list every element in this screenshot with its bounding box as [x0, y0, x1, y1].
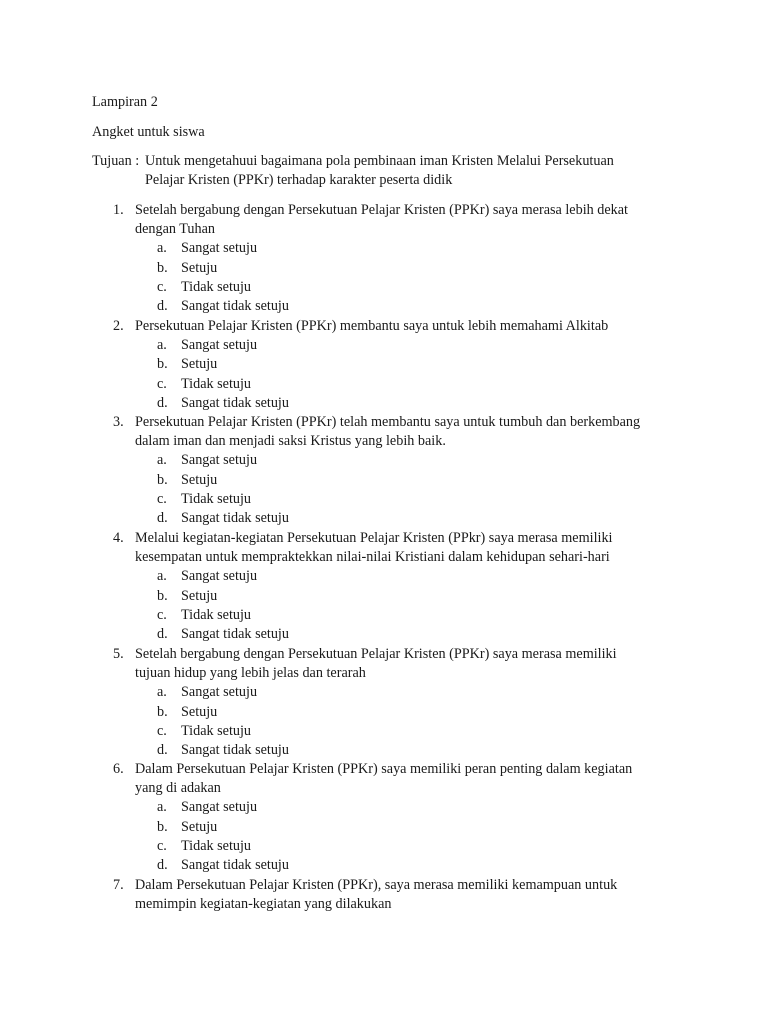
- option-letter: c.: [157, 278, 167, 295]
- option-letter: a.: [157, 452, 167, 469]
- option-letter: d.: [157, 742, 168, 758]
- option-text: Setuju: [181, 471, 218, 488]
- option-text: Sangat tidak setuju: [181, 626, 289, 642]
- option-letter: a.: [157, 240, 167, 257]
- question-number: 5.: [113, 646, 124, 662]
- question-text: Setelah bergabung dengan Persekutuan Pelajar Kristen (PPKr) saya merasa memiliki: [135, 646, 617, 662]
- purpose-label: Tujuan :: [92, 153, 140, 169]
- option-letter: b.: [157, 587, 168, 604]
- option-letter: b.: [157, 818, 168, 835]
- option-letter: d.: [157, 298, 168, 314]
- option-text: Tidak setuju: [181, 606, 252, 623]
- option-text: Sangat setuju: [181, 568, 258, 585]
- option-text: Sangat setuju: [181, 240, 258, 257]
- option-text: Tidak setuju: [181, 490, 252, 507]
- option-letter: c.: [157, 606, 167, 623]
- option-text: Sangat setuju: [181, 799, 258, 816]
- option-letter: a.: [157, 337, 167, 354]
- purpose-text-line2: Pelajar Kristen (PPKr) terhadap karakter peserta didik: [145, 172, 453, 188]
- question-text: kesempatan untuk mempraktekkan nilai-nilai Kristiani dalam kehidupan sehari-hari: [135, 549, 610, 566]
- question-number: 3.: [113, 414, 124, 430]
- option-text: Setuju: [181, 703, 218, 720]
- option-letter: d.: [157, 394, 168, 411]
- option-text: Sangat tidak setuju: [181, 394, 289, 411]
- option-text: Setuju: [181, 818, 218, 835]
- purpose-text-line1: Untuk mengetahuui bagaimana pola pembinaan iman Kristen Melalui Persekutuan: [145, 153, 614, 169]
- option-letter: b.: [157, 356, 168, 373]
- question-number: 7.: [113, 877, 124, 893]
- question-number: 1.: [113, 202, 124, 218]
- option-text: Tidak setuju: [181, 722, 252, 739]
- option-text: Setuju: [181, 356, 218, 373]
- option-letter: b.: [157, 471, 168, 488]
- option-letter: c.: [157, 722, 167, 739]
- question-text: dengan Tuhan: [135, 221, 216, 238]
- question-text: Dalam Persekutuan Pelajar Kristen (PPKr), saya merasa memiliki kemampuan untuk: [135, 877, 618, 893]
- question-number: 4.: [113, 530, 124, 546]
- option-text: Setuju: [181, 259, 218, 276]
- appendix-label: Lampiran 2: [92, 94, 158, 110]
- option-text: Sangat tidak setuju: [181, 298, 289, 314]
- question-text: memimpin kegiatan-kegiatan yang dilakukan: [135, 896, 392, 913]
- option-letter: d.: [157, 626, 168, 642]
- option-letter: d.: [157, 857, 168, 873]
- option-letter: b.: [157, 259, 168, 276]
- option-text: Tidak setuju: [181, 278, 252, 295]
- question-text: Persekutuan Pelajar Kristen (PPKr) membantu saya untuk lebih memahami Alkitab: [135, 318, 609, 334]
- document-title: Angket untuk siswa: [92, 124, 205, 140]
- question-text: yang di adakan: [135, 780, 221, 797]
- question-text: Melalui kegiatan-kegiatan Persekutuan Pelajar Kristen (PPkr) saya merasa memiliki: [135, 530, 613, 546]
- question-text: dalam iman dan menjadi saksi Kristus yang lebih baik.: [135, 433, 446, 450]
- option-letter: d.: [157, 510, 168, 526]
- option-text: Sangat setuju: [181, 452, 258, 469]
- question-text: Persekutuan Pelajar Kristen (PPKr) telah membantu saya untuk tumbuh dan berkembang: [135, 414, 641, 430]
- question-number: 2.: [113, 318, 124, 334]
- option-text: Sangat setuju: [181, 337, 258, 354]
- option-letter: c.: [157, 375, 167, 392]
- option-letter: c.: [157, 490, 167, 507]
- option-letter: b.: [157, 703, 168, 720]
- option-text: Tidak setuju: [181, 375, 252, 392]
- option-letter: a.: [157, 799, 167, 816]
- option-text: Sangat tidak setuju: [181, 857, 289, 873]
- option-text: Sangat setuju: [181, 684, 258, 701]
- option-letter: a.: [157, 684, 167, 701]
- option-text: Sangat tidak setuju: [181, 510, 289, 526]
- option-letter: c.: [157, 837, 167, 854]
- option-text: Setuju: [181, 587, 218, 604]
- question-number: 6.: [113, 761, 124, 777]
- option-text: Tidak setuju: [181, 837, 252, 854]
- question-text: tujuan hidup yang lebih jelas dan terarah: [135, 665, 366, 682]
- option-text: Sangat tidak setuju: [181, 742, 289, 758]
- question-text: Dalam Persekutuan Pelajar Kristen (PPKr) saya memiliki peran penting dalam kegiatan: [135, 761, 633, 777]
- question-text: Setelah bergabung dengan Persekutuan Pelajar Kristen (PPKr) saya merasa lebih dekat: [135, 202, 628, 218]
- option-letter: a.: [157, 568, 167, 585]
